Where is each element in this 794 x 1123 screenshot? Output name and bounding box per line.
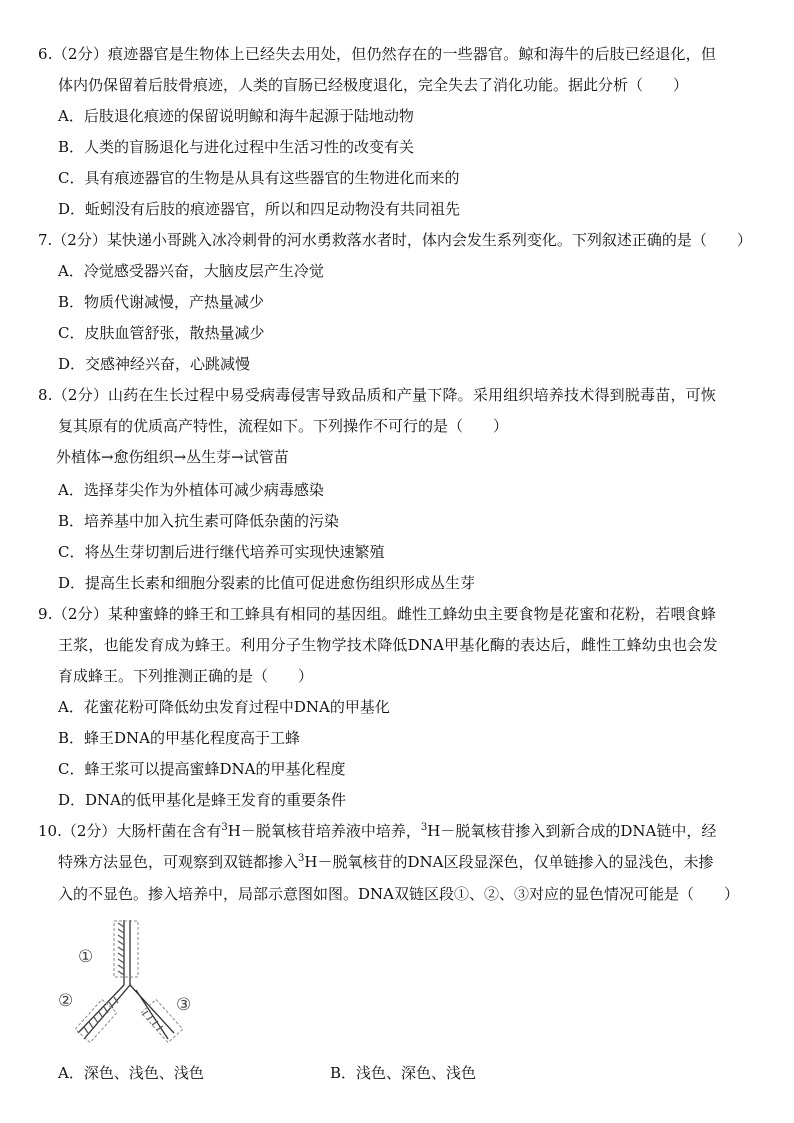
q8-flow: 外植体→愈伤组织→丛生芽→试管苗: [56, 448, 289, 466]
superscript-3: 3: [298, 853, 305, 864]
q10-line1-part-c: H－脱氧核苷掺入到新合成的DNA链中，经: [427, 822, 717, 840]
q10-line1-part-b: H－脱氧核苷培养液中培养，: [227, 822, 421, 840]
q10-line2-part-a: 特殊方法显色，可观察到双链都掺入: [58, 853, 299, 871]
q6-option-c: C．具有痕迹器官的生物是从具有这些器官的生物进化而来的: [58, 169, 460, 187]
q6-stem-line1: 6.（2分）痕迹器官是生物体上已经失去用处，但仍然存在的一些器官。鲸和海牛的后肢已经退化，但: [38, 45, 717, 63]
fig-label-2: ②: [58, 991, 74, 1011]
q10-stem-line3: 入的不显色。掺入培养中，局部示意图如图。DNA双链区段①、②、③对应的显色情况可能是（ ）: [58, 885, 739, 903]
q10-line1-part-a: 10.（2分）大肠杆菌在含有: [38, 822, 222, 840]
q6-option-d: D．蚯蚓没有后肢的痕迹器官，所以和四足动物没有共同祖先: [58, 200, 461, 218]
q9-stem-line3: 育成蜂王。下列推测正确的是（ ）: [58, 667, 314, 685]
q10-option-b: B．浅色、深色、浅色: [330, 1064, 477, 1082]
replication-fork-diagram: [56, 915, 206, 1055]
q8-stem-line1: 8.（2分）山药在生长过程中易受病毒侵害导致品质和产量下降。采用组织培养技术得到脱毒苗，可恢: [38, 386, 717, 404]
q9-option-c: C．蜂王浆可以提高蜜蜂DNA的甲基化程度: [58, 760, 346, 778]
q8-option-a: A．选择芽尖作为外植体可减少病毒感染: [58, 481, 324, 499]
superscript-3: 3: [420, 822, 428, 833]
superscript-3: 3: [221, 822, 228, 833]
replication-fork-figure: [56, 915, 206, 1055]
q9-option-d: D．DNA的低甲基化是蜂王发育的重要条件: [58, 791, 347, 809]
q9-stem-line1: 9.（2分）某种蜜蜂的蜂王和工蜂具有相同的基因组。雌性工蜂幼虫主要食物是花蜜和花粉，若喂食蜂: [38, 605, 717, 623]
q8-option-b: B．培养基中加入抗生素可降低杂菌的污染: [58, 512, 340, 530]
q9-option-a: A．花蜜花粉可降低幼虫发育过程中DNA的甲基化: [58, 698, 390, 716]
fig-label-3: ③: [176, 995, 192, 1015]
q8-option-c: C．将丛生芽切割后进行继代培养可实现快速繁殖: [58, 543, 385, 561]
q7-option-b: B．物质代谢减慢，产热量减少: [58, 293, 265, 311]
q10-stem-line2: [58, 852, 713, 872]
q7-option-c: C．皮肤血管舒张，散热量减少: [58, 324, 265, 342]
q7-option-a: A．冷觉感受器兴奋，大脑皮层产生冷觉: [58, 262, 324, 280]
q6-option-b: B．人类的盲肠退化与进化过程中生活习性的改变有关: [58, 138, 415, 156]
fig-label-1: ①: [78, 947, 94, 967]
q10-stem-line1: [38, 821, 716, 841]
q10-line2-part-b: H－脱氧核苷的DNA区段显深色，仅单链掺入的显浅色，未掺: [304, 853, 714, 871]
q6-option-a: A．后肢退化痕迹的保留说明鲸和海牛起源于陆地动物: [58, 107, 414, 125]
q6-stem-line2: 体内仍保留着后肢骨痕迹，人类的盲肠已经极度退化，完全失去了消化功能。据此分析（ ）: [58, 76, 689, 94]
q8-stem-line2: 复其原有的优质高产特性，流程如下。下列操作不可行的是（ ）: [58, 417, 509, 435]
q8-option-d: D．提高生长素和细胞分裂素的比值可促进愈伤组织形成丛生芽: [58, 574, 476, 592]
q10-option-a: A．深色、浅色、浅色: [58, 1064, 204, 1082]
q7-option-d: D．交感神经兴奋，心跳减慢: [58, 355, 251, 373]
q7-stem-line1: 7.（2分）某快递小哥跳入冰冷刺骨的河水勇救落水者时，体内会发生系列变化。下列叙述正确的是（ ）: [38, 231, 752, 249]
q9-stem-line2: 王浆，也能发育成为蜂王。利用分子生物学技术降低DNA甲基化酶的表达后，雌性工蜂幼虫也会发: [58, 636, 718, 654]
q9-option-b: B．蜂王DNA的甲基化程度高于工蜂: [58, 729, 301, 747]
